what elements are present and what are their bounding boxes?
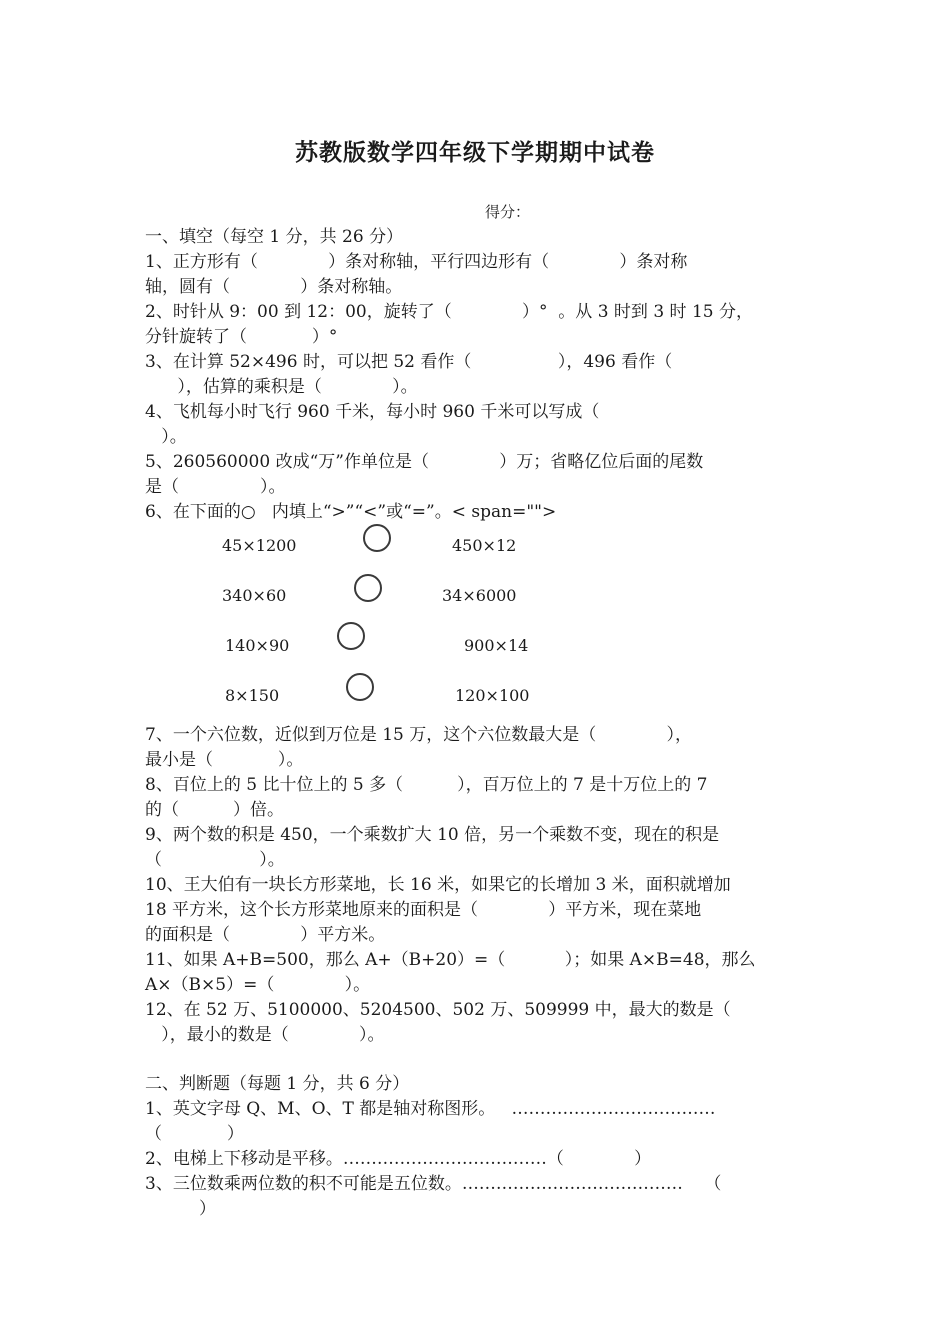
question-line: 9、两个数的积是 450，一个乘数扩大 10 倍，另一个乘数不变，现在的积是 bbox=[145, 825, 720, 845]
question-line: 2、时针从 9：00 到 12：00，旋转了（ ）° 。从 3 时到 3 时 15 分， bbox=[145, 302, 753, 322]
question-line: ） bbox=[145, 1199, 217, 1219]
question-line: 3、在计算 52×496 时，可以把 52 看作（ ），496 看作（ bbox=[145, 352, 673, 372]
question-line: 1、正方形有（ ）条对称轴，平行四边形有（ ）条对称 bbox=[145, 252, 688, 272]
question-line: 11、如果 A+B=500，那么 A+（B+20）=（ ）；如果 A×B=48，那么 bbox=[145, 950, 756, 970]
comparison-circle[interactable] bbox=[354, 574, 382, 602]
comparison-left: 45×1200 bbox=[222, 536, 297, 555]
question-line: 5、260560000 改成“万”作单位是（ ）万；省略亿位后面的尾数 bbox=[145, 452, 704, 472]
question-line: 6、在下面的○ 内填上“>”“<”或“=”。< span=""> bbox=[145, 502, 557, 522]
question-line: ），最小的数是（ ）。 bbox=[145, 1025, 385, 1045]
section2-heading: 二、判断题（每题 1 分，共 6 分） bbox=[145, 1074, 410, 1094]
comparison-left: 340×60 bbox=[222, 586, 287, 605]
page-title: 苏教版数学四年级下学期期中试卷 bbox=[295, 139, 655, 166]
comparison-left: 8×150 bbox=[225, 686, 280, 705]
question-line: ），估算的乘积是（ ）。 bbox=[145, 377, 418, 397]
score-label: 得分： bbox=[485, 203, 531, 221]
question-line: （ ）。 bbox=[145, 850, 285, 870]
comparison-right: 450×12 bbox=[452, 536, 517, 555]
question-line: 18 平方米，这个长方形菜地原来的面积是（ ）平方米，现在菜地 bbox=[145, 900, 702, 920]
section1-heading: 一、填空（每空 1 分，共 26 分） bbox=[145, 227, 404, 247]
question-line: ）。 bbox=[145, 427, 187, 447]
question-line: 10、王大伯有一块长方形菜地，长 16 米，如果它的长增加 3 米，面积就增加 bbox=[145, 875, 731, 895]
comparison-right: 34×6000 bbox=[442, 586, 517, 605]
comparison-right: 120×100 bbox=[455, 686, 530, 705]
question-line: 的面积是（ ）平方米。 bbox=[145, 925, 386, 945]
question-line: （ ） bbox=[145, 1124, 244, 1144]
comparison-right: 900×14 bbox=[464, 636, 529, 655]
question-line: 8、百位上的 5 比十位上的 5 多（ ），百万位上的 7 是十万位上的 7 bbox=[145, 775, 708, 795]
question-line: 12、在 52 万、5100000、5204500、502 万、509999 中，最大的数是（ bbox=[145, 1000, 731, 1020]
question-line: 的（ ）倍。 bbox=[145, 800, 285, 820]
question-line: 分针旋转了（ ）° bbox=[145, 327, 338, 347]
question-line: 最小是（ ）。 bbox=[145, 750, 304, 770]
question-line: 3、三位数乘两位数的积不可能是五位数。………………………………… （ bbox=[145, 1174, 722, 1194]
question-line: 2、电梯上下移动是平移。………………………………（ ） bbox=[145, 1149, 652, 1169]
comparison-circle[interactable] bbox=[346, 673, 374, 701]
comparison-left: 140×90 bbox=[225, 636, 290, 655]
question-line: A×（B×5）=（ ）。 bbox=[145, 975, 371, 995]
question-line: 4、飞机每小时飞行 960 千米，每小时 960 千米可以写成（ bbox=[145, 402, 600, 422]
question-line: 1、英文字母 Q、M、O、T 都是轴对称图形。 ……………………………… bbox=[145, 1099, 716, 1119]
comparison-circle[interactable] bbox=[337, 622, 365, 650]
question-line: 是（ ）。 bbox=[145, 477, 286, 497]
question-line: 轴，圆有（ ）条对称轴。 bbox=[145, 277, 403, 297]
question-line: 7、一个六位数，近似到万位是 15 万，这个六位数最大是（ ）， bbox=[145, 725, 693, 745]
comparison-circle[interactable] bbox=[363, 524, 391, 552]
